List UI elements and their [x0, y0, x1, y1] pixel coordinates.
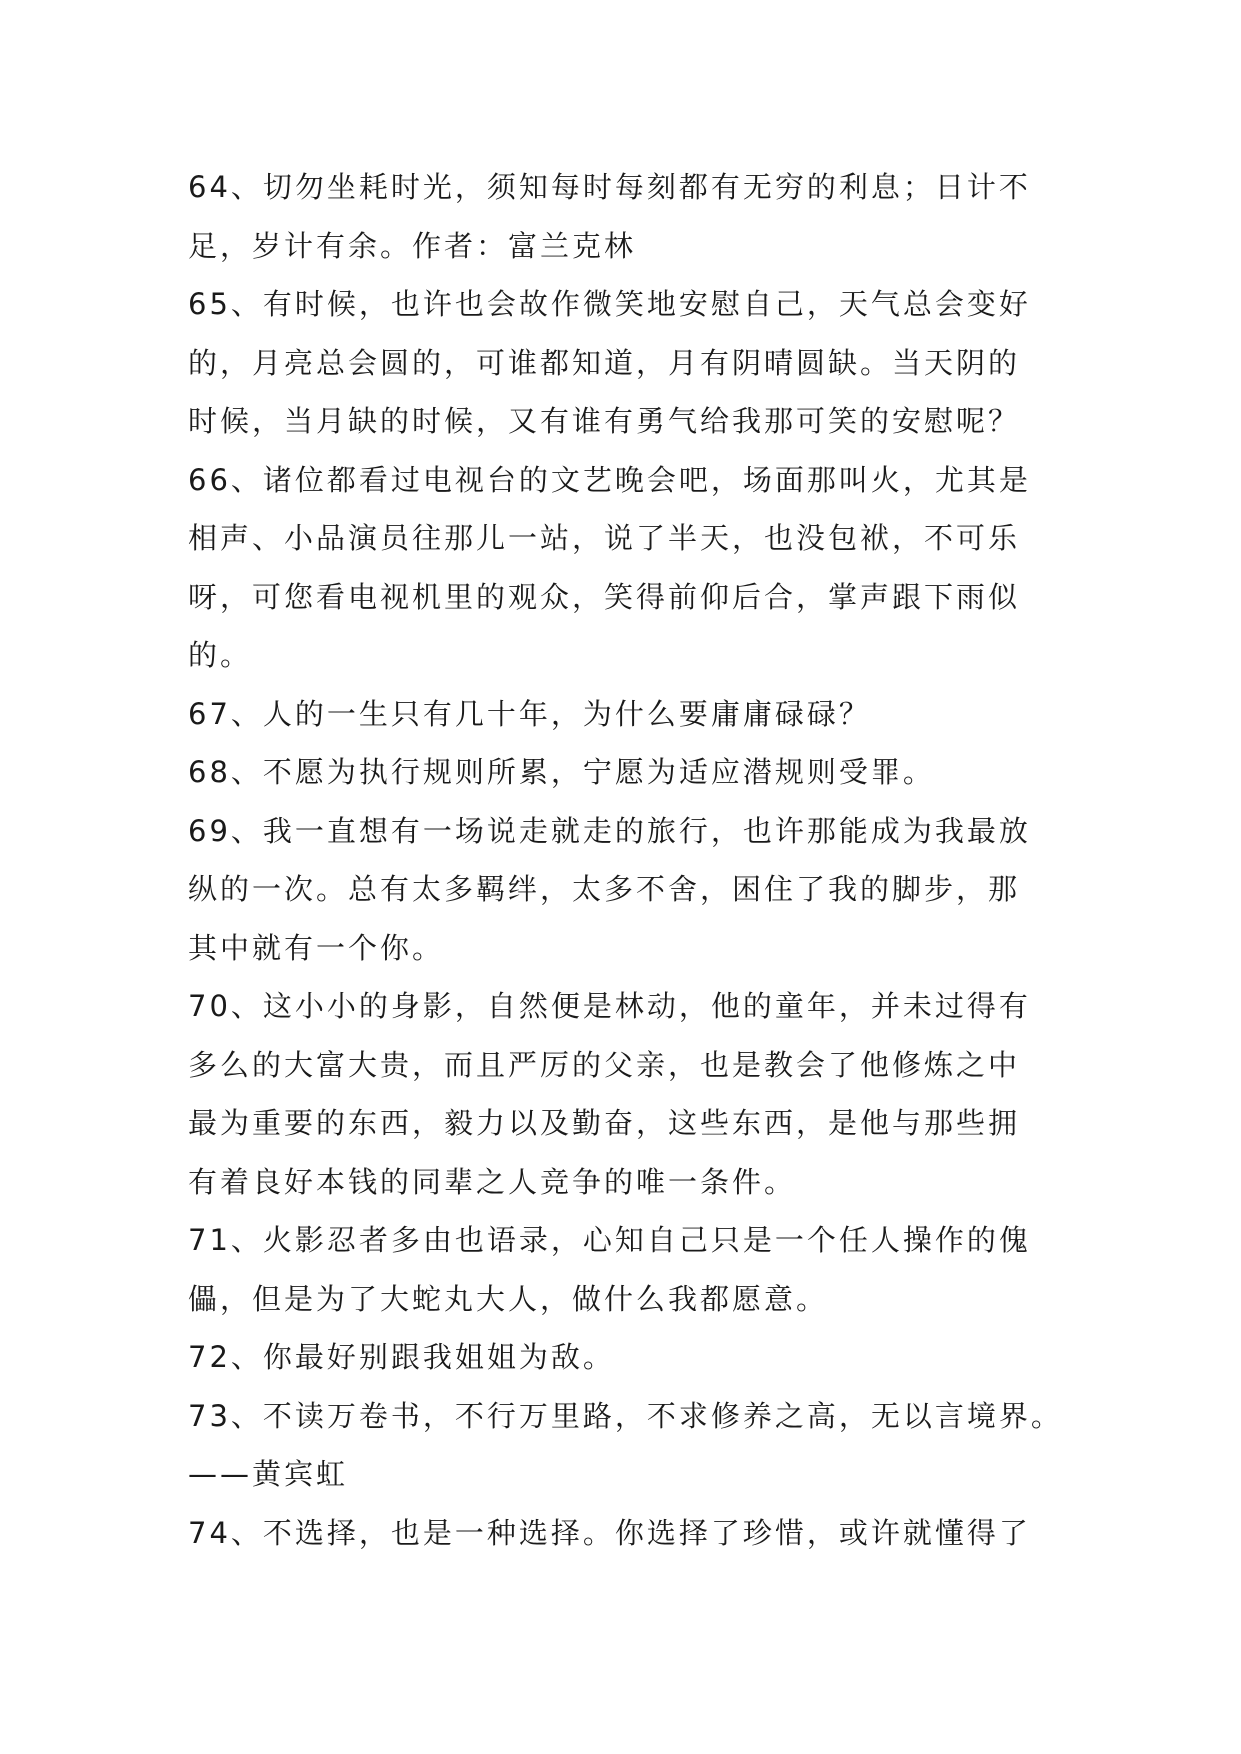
- text-line: 71、火影忍者多由也语录，心知自己只是一个任人操作的傀: [188, 1223, 1031, 1257]
- text-line: 最为重要的东西，毅力以及勤奋，这些东西，是他与那些拥: [188, 1106, 1021, 1140]
- text-line: 70、这小小的身影，自然便是林动，他的童年，并未过得有: [188, 989, 1031, 1023]
- text-line: 74、不选择，也是一种选择。你选择了珍惜，或许就懂得了: [188, 1515, 1031, 1550]
- text-line: 足，岁计有余。作者：富兰克林: [188, 228, 637, 263]
- text-line: 时候，当月缺的时候，又有谁有勇气给我那可笑的安慰呢？: [188, 404, 1021, 438]
- text-line: 64、切勿坐耗时光，须知每时每刻都有无穷的利息；日计不: [188, 170, 1031, 204]
- text-line: 相声、小品演员往那儿一站，说了半天，也没包袱，不可乐: [188, 521, 1021, 555]
- text-line: 69、我一直想有一场说走就走的旅行，也许那能成为我最放: [188, 813, 1031, 848]
- text-line: 72、你最好别跟我姐姐为敌。: [188, 1340, 615, 1374]
- text-line: ——黄宾虹: [188, 1457, 349, 1491]
- text-line: 65、有时候，也许也会故作微笑地安慰自己，天气总会变好: [188, 287, 1031, 321]
- text-line: 的。: [188, 638, 253, 672]
- text-line: 纵的一次。总有太多羁绊，太多不舍，困住了我的脚步，那: [188, 872, 1021, 906]
- text-line: 有着良好本钱的同辈之人竞争的唯一条件。: [188, 1164, 797, 1199]
- text-line: 多么的大富大贵，而且严厉的父亲，也是教会了他修炼之中: [188, 1047, 1021, 1082]
- text-line: 73、不读万卷书，不行万里路，不求修养之高，无以言境界。: [188, 1398, 1063, 1433]
- text-line: 68、不愿为执行规则所累，宁愿为适应潜规则受罪。: [188, 755, 935, 789]
- text-line: 儡，但是为了大蛇丸大人，做什么我都愿意。: [188, 1281, 829, 1316]
- document-body: [188, 158, 1068, 1562]
- text-line: 的，月亮总会圆的，可谁都知道，月有阴晴圆缺。当天阴的: [188, 345, 1021, 380]
- text-line: 67、人的一生只有几十年，为什么要庸庸碌碌？: [188, 696, 871, 731]
- text-line: 66、诸位都看过电视台的文艺晚会吧，场面那叫火，尤其是: [188, 462, 1031, 497]
- text-line: 呀，可您看电视机里的观众，笑得前仰后合，掌声跟下雨似: [188, 579, 1021, 614]
- text-line: 其中就有一个你。: [188, 930, 445, 965]
